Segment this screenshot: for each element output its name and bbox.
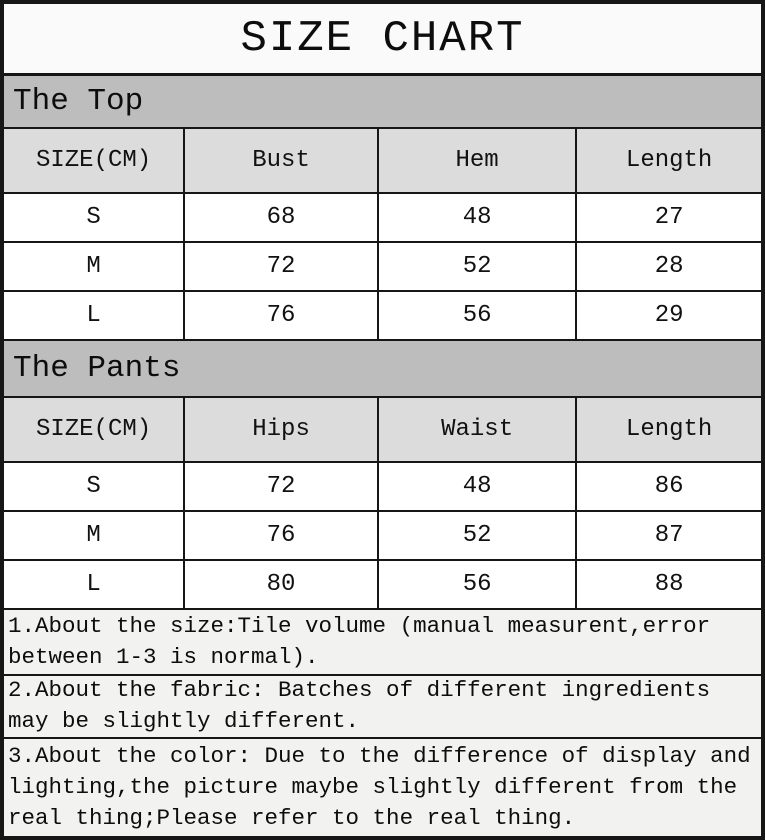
table-cell: M — [4, 242, 184, 291]
section-label-top: The Top — [13, 84, 144, 120]
table-cell: 86 — [576, 462, 761, 511]
top-table-header-row — [4, 129, 761, 193]
section-band-pants — [4, 341, 761, 398]
note-about-color — [4, 739, 761, 836]
title-band — [4, 4, 761, 76]
table-cell: 28 — [576, 242, 761, 291]
top-col-header-bust: Bust — [184, 129, 378, 193]
pants-table-row-s — [4, 462, 761, 511]
pants-table-header-row — [4, 398, 761, 462]
table-cell: 27 — [576, 193, 761, 242]
table-cell: 68 — [184, 193, 378, 242]
top-table-row-l — [4, 291, 761, 340]
table-cell: 48 — [378, 193, 576, 242]
pants-table-row-l — [4, 560, 761, 609]
pants-table-row-m — [4, 511, 761, 560]
section-label-pants: The Pants — [13, 350, 181, 386]
table-cell: 29 — [576, 291, 761, 340]
table-cell: S — [4, 462, 184, 511]
table-cell: M — [4, 511, 184, 560]
table-cell: 76 — [184, 291, 378, 340]
pants-col-header-waist: Waist — [378, 398, 576, 462]
table-cell: 76 — [184, 511, 378, 560]
table-cell: 72 — [184, 242, 378, 291]
pants-col-header-length: Length — [576, 398, 761, 462]
table-cell: 52 — [378, 242, 576, 291]
notes-section — [4, 610, 761, 836]
pants-col-header-hips: Hips — [184, 398, 378, 462]
note-text: 2.About the fabric: Batches of different ingredients may be slightly different. — [8, 677, 711, 735]
pants-size-table — [4, 398, 761, 610]
note-text: 3.About the color: Due to the difference of display and lighting,the picture maybe slightly different from the real thing;Please refer to the real thing. — [8, 742, 751, 831]
table-cell: 88 — [576, 560, 761, 609]
table-cell: 80 — [184, 560, 378, 609]
top-col-header-length: Length — [576, 129, 761, 193]
table-cell: 48 — [378, 462, 576, 511]
pants-col-header-size: SIZE(CM) — [4, 398, 184, 462]
table-cell: 72 — [184, 462, 378, 511]
table-cell: 52 — [378, 511, 576, 560]
note-text: 1.About the size:Tile volume (manual measurent,error between 1-3 is normal). — [8, 612, 711, 670]
table-cell: 56 — [378, 291, 576, 340]
table-cell: S — [4, 193, 184, 242]
note-about-fabric — [4, 676, 761, 739]
top-table-row-s — [4, 193, 761, 242]
page-title: SIZE CHART — [240, 13, 525, 64]
table-cell: 56 — [378, 560, 576, 609]
top-size-table — [4, 129, 761, 341]
table-cell: L — [4, 560, 184, 609]
table-cell: L — [4, 291, 184, 340]
table-cell: 87 — [576, 511, 761, 560]
top-col-header-hem: Hem — [378, 129, 576, 193]
section-band-top — [4, 76, 761, 128]
top-table-row-m — [4, 242, 761, 291]
top-col-header-size: SIZE(CM) — [4, 129, 184, 193]
note-about-size — [4, 610, 761, 676]
